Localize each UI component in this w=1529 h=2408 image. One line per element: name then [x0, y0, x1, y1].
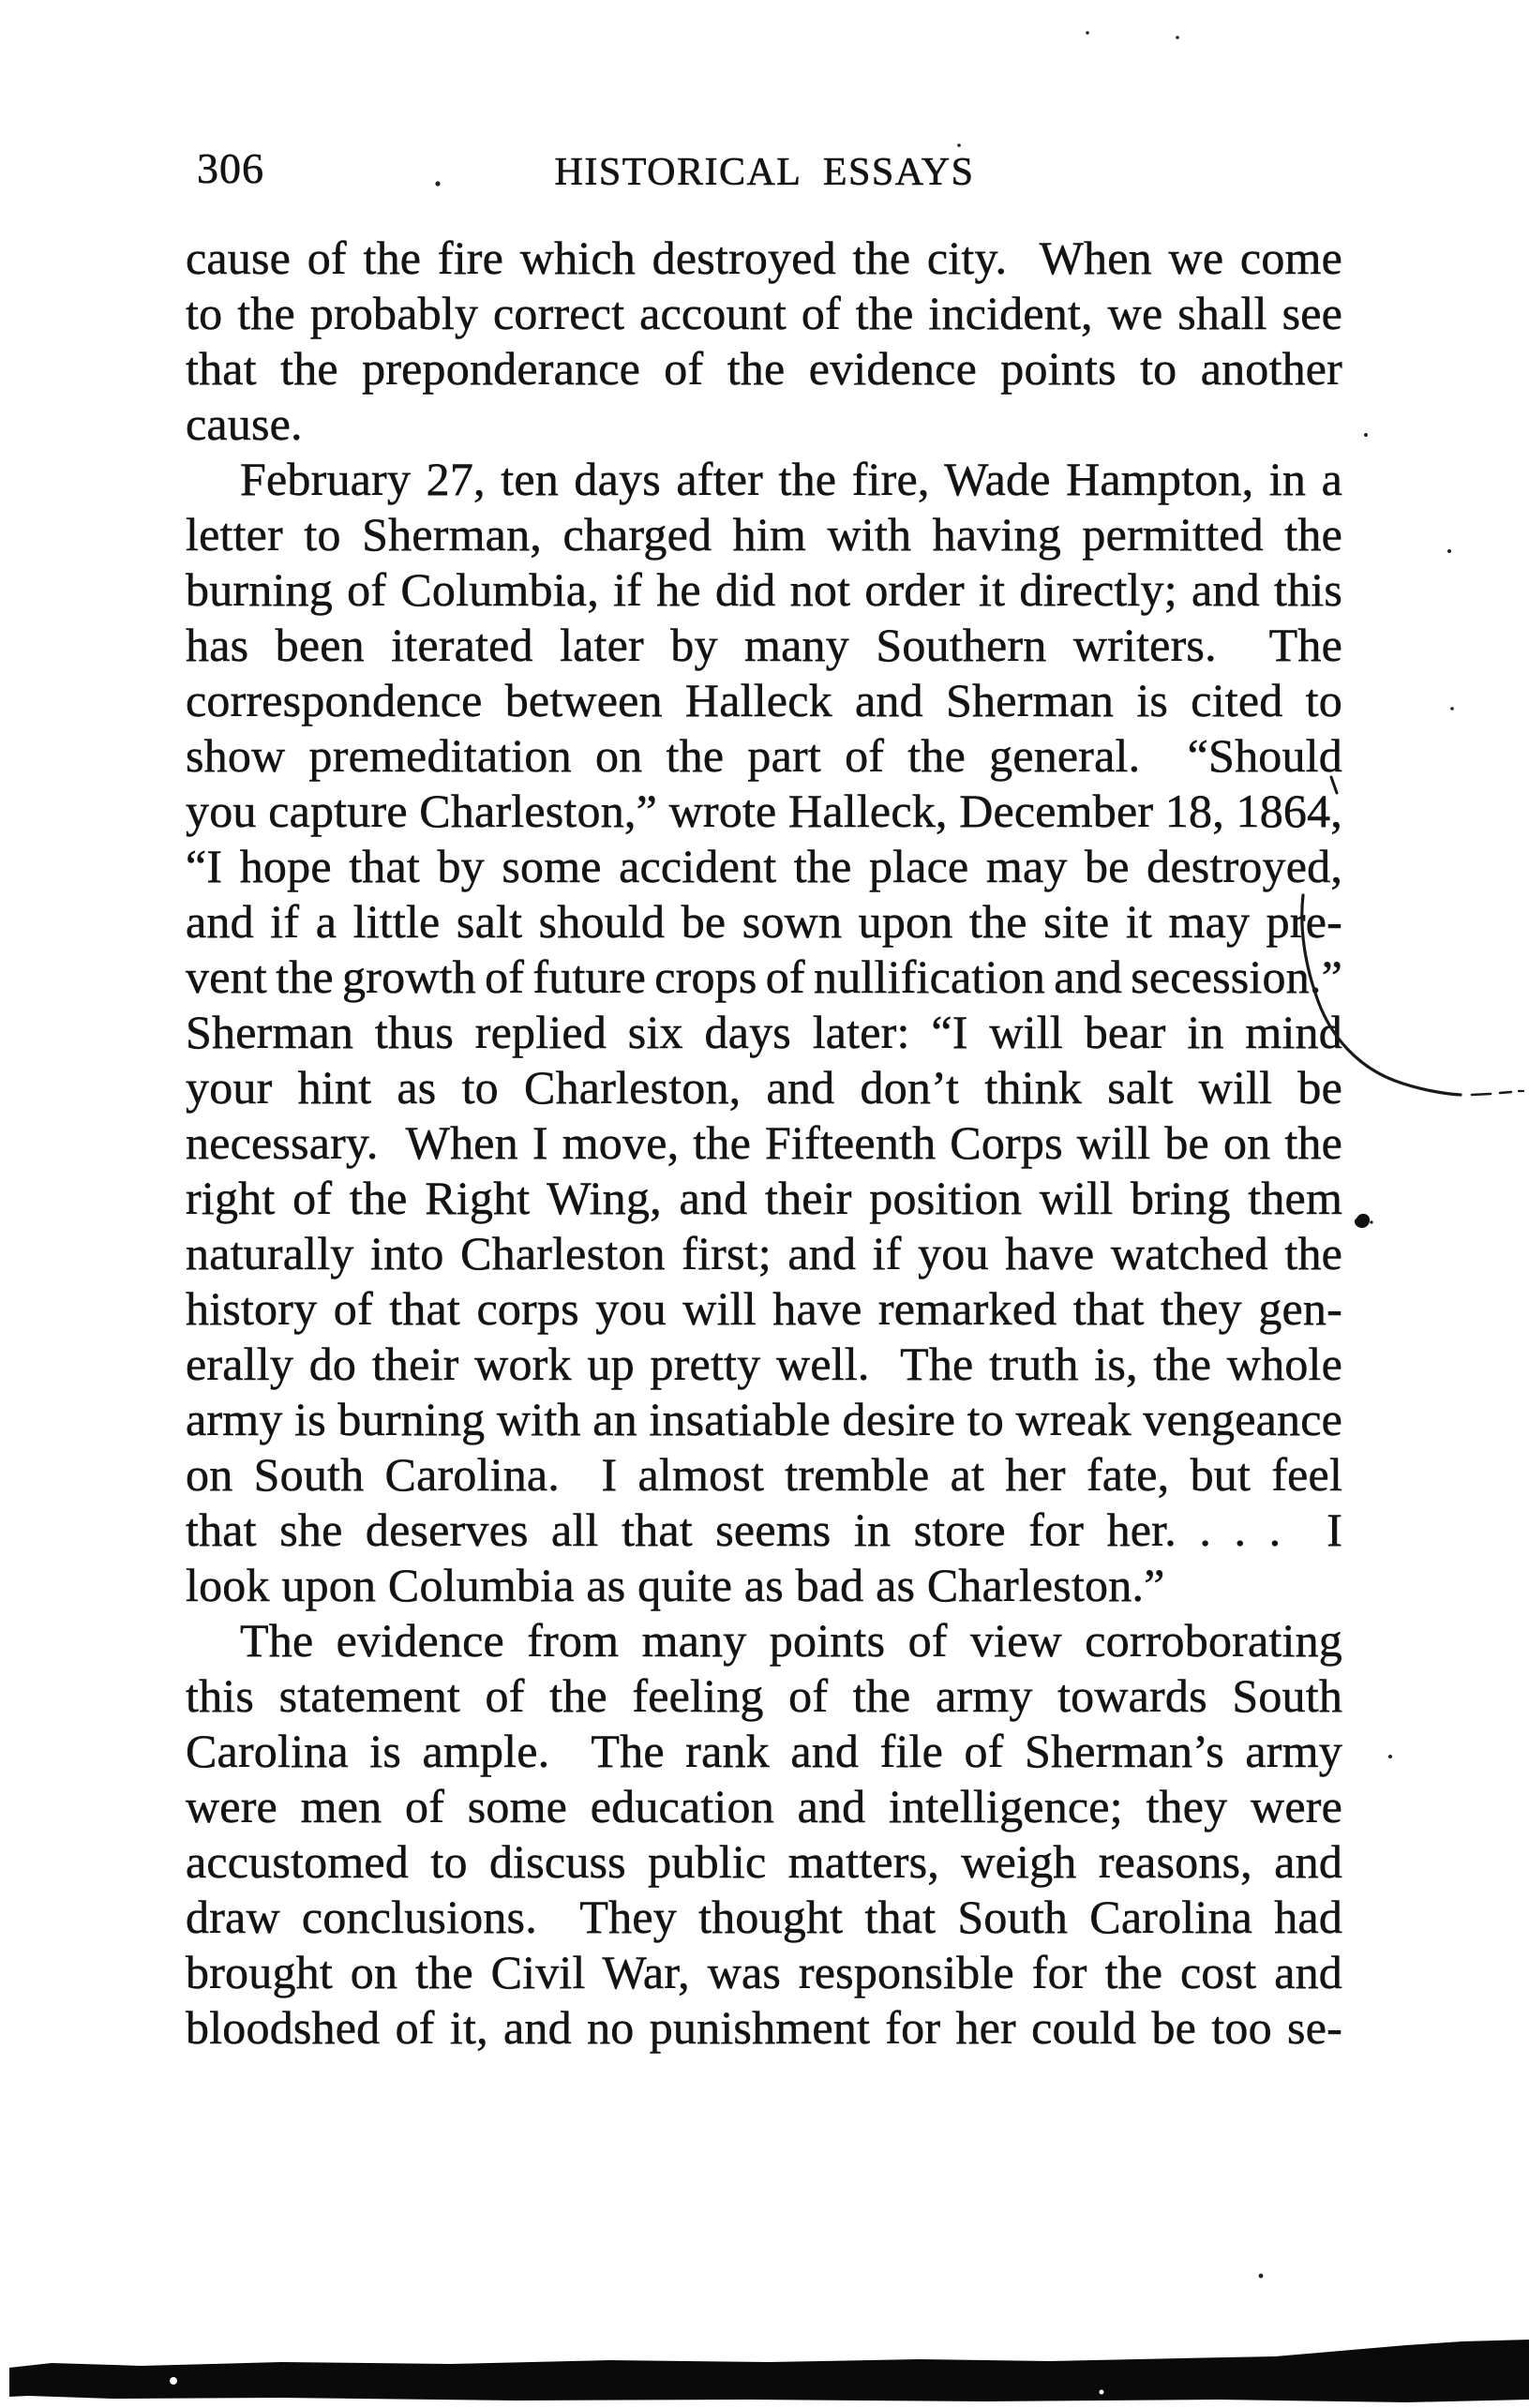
text-line: vent the growth of future crops of nullification and secession.”	[186, 950, 1342, 1003]
text-line: erally do their work up pretty well. The truth is, the whole	[186, 1338, 1343, 1390]
text-line: cause.	[186, 397, 303, 450]
text-line: correspondence between Halleck and Sherman is cited to	[186, 674, 1342, 726]
text-line: February 27, ten days after the fire, Wade Hampton, in a	[240, 453, 1343, 505]
text-line: were men of some education and intelligence; they were	[186, 1780, 1342, 1832]
text-line: that the preponderance of the evidence points to another	[186, 342, 1343, 395]
page-number: 306	[197, 144, 264, 192]
text-line: history of that corps you will have remarked that they gen-	[186, 1282, 1342, 1335]
text-line: naturally into Charleston first; and if you have watched the	[186, 1227, 1343, 1279]
text-line: draw conclusions. They thought that South Carolina had	[186, 1891, 1343, 1943]
text-line: cause of the fire which destroyed the city. When we come	[186, 232, 1343, 284]
text-line: you capture Charleston,” wrote Halleck, December 18, 1864,	[186, 785, 1342, 837]
text-line: on South Carolina. I almost tremble at her fate, but feel	[186, 1448, 1343, 1501]
text-line: brought on the Civil War, was responsible for the cost and	[186, 1946, 1342, 1998]
text-line: necessary. When I move, the Fifteenth Corps will be on the	[186, 1116, 1343, 1169]
text-line: burning of Columbia, if he did not order it directly; and this	[186, 563, 1343, 616]
scan-bar-artifact	[9, 2340, 1529, 2402]
text-line: Sherman thus replied six days later: “I will bear in mind	[186, 1006, 1342, 1058]
text-line: right of the Right Wing, and their position will bring them	[186, 1172, 1343, 1224]
running-header: HISTORICAL ESSAYS	[554, 151, 975, 194]
text-line: show premeditation on the part of the general. “Should	[186, 729, 1342, 782]
text-line: to the probably correct account of the incident, we shall see	[186, 287, 1343, 339]
body-text	[186, 231, 1342, 2056]
text-line: look upon Columbia as quite as bad as Charleston.”	[186, 1559, 1165, 1611]
text-line: army is burning with an insatiable desire to wreak vengeance	[186, 1393, 1343, 1445]
text-line: bloodshed of it, and no punishment for her could be too se-	[186, 2001, 1342, 2054]
text-line: letter to Sherman, charged him with having permitted the	[186, 508, 1342, 561]
ink-blot-mark	[1355, 1214, 1373, 1228]
text-line: that she deserves all that seems in store for her. . . . I	[186, 1503, 1343, 1556]
text-line: “I hope that by some accident the place may be destroyed,	[186, 840, 1343, 892]
text-line: has been iterated later by many Southern writers. The	[186, 619, 1342, 671]
text-line: The evidence from many points of view corroborating	[240, 1614, 1342, 1667]
text-line: your hint as to Charleston, and don’t think salt will be	[186, 1061, 1343, 1114]
text-line: accustomed to discuss public matters, weigh reasons, and	[186, 1835, 1343, 1888]
text-line: Carolina is ample. The rank and file of Sherman’s army	[186, 1725, 1342, 1777]
text-line: and if a little salt should be sown upon the site it may pre-	[186, 895, 1342, 948]
text-line: this statement of the feeling of the army towards South	[186, 1669, 1343, 1722]
